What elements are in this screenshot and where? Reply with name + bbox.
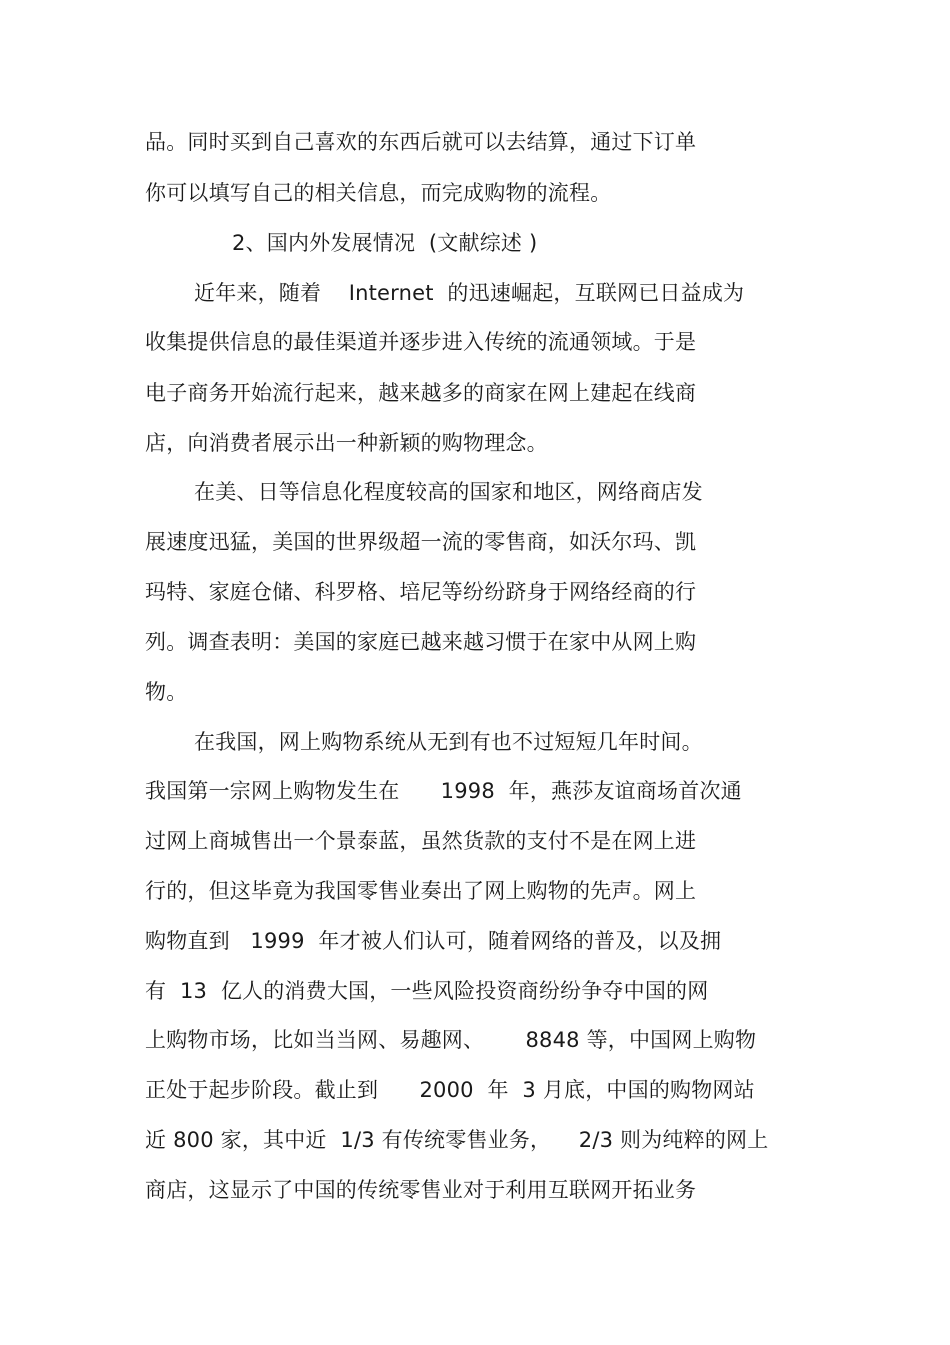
text-line: 玛特、家庭仓储、科罗格、培尼等纷纷跻身于网络经商的行 [145,580,697,604]
paragraph-first-line: 在我国，网上购物系统从无到有也不过短短几年时间。 [194,730,703,754]
text-line: 有 13 亿人的消费大国，一些风险投资商纷纷争夺中国的网 [145,979,709,1003]
text-line: 电子商务开始流行起来，越来越多的商家在网上建起在线商 [145,381,697,405]
text-line: 列。调查表明：美国的家庭已越来越习惯于在家中从网上购 [145,630,697,654]
text-line: 品。同时买到自己喜欢的东西后就可以去结算，通过下订单 [145,130,697,154]
text-line: 过网上商城售出一个景泰蓝，虽然货款的支付不是在网上进 [145,829,697,853]
text-line: 店，向消费者展示出一种新颖的购物理念。 [145,431,548,455]
text-line: 购物直到 1999 年才被人们认可，随着网络的普及，以及拥 [145,929,722,953]
text-line: 你可以填写自己的相关信息，而完成购物的流程。 [145,181,612,205]
text-line: 近 800 家，其中近 1/3 有传统零售业务， 2/3 则为纯粹的网上 [145,1128,769,1152]
text-line: 我国第一宗网上购物发生在 1998 年，燕莎友谊商场首次通 [145,779,742,803]
paragraph-first-line: 近年来，随着 Internet 的迅速崛起，互联网已日益成为 [194,281,745,305]
section-heading: 2、国内外发展情况 (文献综述 ) [232,231,538,255]
text-line: 上购物市场，比如当当网、易趣网、 8848 等，中国网上购物 [145,1028,757,1052]
text-line: 展速度迅猛，美国的世界级超一流的零售商，如沃尔玛、凯 [145,530,697,554]
paragraph-first-line: 在美、日等信息化程度较高的国家和地区，网络商店发 [194,480,703,504]
text-line: 行的，但这毕竟为我国零售业奏出了网上购物的先声。网上 [145,879,697,903]
text-line: 商店，这显示了中国的传统零售业对于利用互联网开拓业务 [145,1178,697,1202]
text-line: 正处于起步阶段。截止到 2000 年 3 月底，中国的购物网站 [145,1078,755,1102]
text-line: 收集提供信息的最佳渠道并逐步进入传统的流通领域。于是 [145,330,697,354]
text-line: 物。 [145,680,188,704]
